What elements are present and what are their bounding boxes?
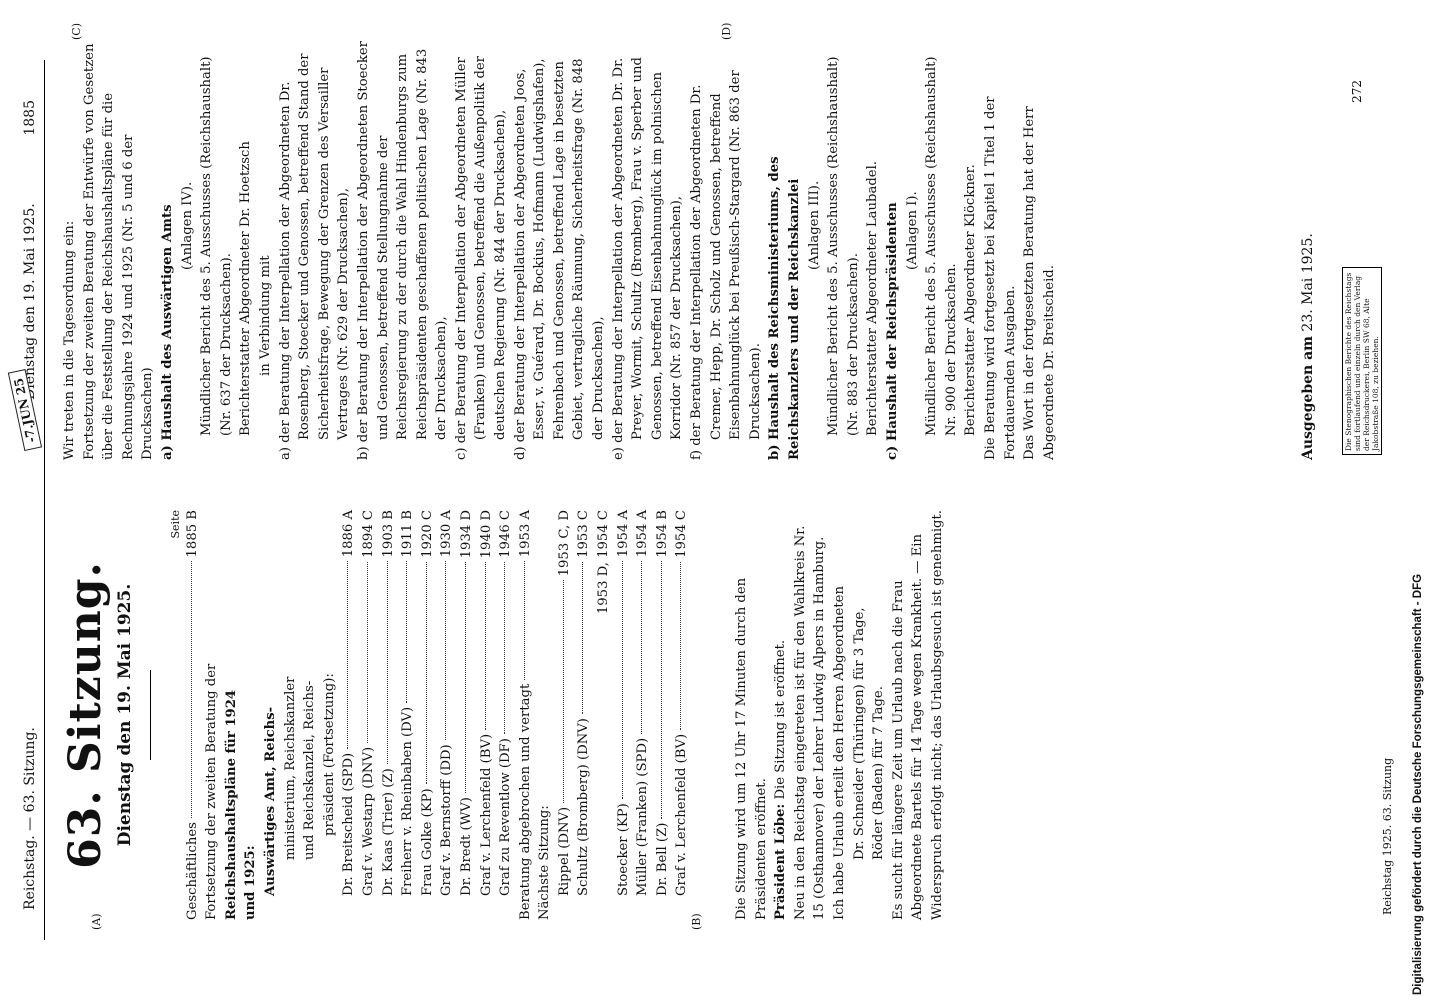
agenda-subitem-c: c) der Beratung der Interpellation der Abgeordneten Müller (Franken) und Genossen, betreffend die Außenpolitik der deutschen Regierung (Nr. 844 der Drucksachen), (453, 56, 509, 460)
toc-row: Graf v. Bernstorff (DD) 1930 A (439, 510, 455, 896)
issue-date: 23. Mai 1925. (1300, 233, 1316, 332)
toc-row: Graf v. Westarp (DNV) 1894 C (360, 510, 376, 896)
issue-date-line (1300, 233, 1316, 460)
agenda-closing: Die Beratung wird fortgesetzt bei Kapitel 1 Titel 1 der Fortdauernden Ausgaben. (982, 96, 1018, 460)
agenda-annex: (Anlagen IV). (179, 181, 195, 270)
toc-row: 1953 D, 1954 C (596, 510, 612, 615)
toc-row: Graf v. Lerchenfeld (BV) 1940 D (478, 510, 494, 896)
toc-row: Graf zu Reventlow (DF) 1946 C (498, 510, 514, 896)
leave-item: Röder (Baden) für 7 Tage. (871, 686, 887, 860)
left-column (60, 510, 948, 920)
agenda-subitem-b: b) der Beratung der Interpellation der Abgeordneten Stoecker und Genossen, betreffend Stellungnahme der Reichsregierung zu der durch die Wahl Hindenburgs zum Reichspräsidenten geschaffenen politischen Lage (Nr. 843 der Drucksachen), (355, 41, 450, 460)
agenda-subitem-f: f) der Beratung der Interpellation der Abgeordneten Dr. Cremer, Hepp, Dr. Scholz und Genossen, betreffend Eisenbahnunglück bei Preußisch-Stargard (Nr. 863 der Drucksachen). (689, 70, 763, 460)
toc-row: Beratung abgebrochen und vertagt 1953 A (517, 510, 533, 920)
header-left: Reichstag. — 63. Sitzung. (22, 727, 38, 910)
session-title: 63. Sitzung. (60, 561, 111, 869)
agenda-heading-a: a) Haushalt des Auswärtigen Amts (159, 204, 175, 460)
agenda-intro: Wir treten in die Tagesordnung ein: (62, 220, 77, 460)
agenda-text: Fortsetzung der zweiten Beratung der Entwürfe von Gesetzen über die Feststellung der Reichshaushaltspläne für die Rechnungsjahre 1924 und 1925 (Nr. 5 und 6 der Drucksachen) (81, 43, 156, 460)
received-stamp: -7.JUN 25 (8, 369, 42, 451)
leave-item: Dr. Schneider (Thüringen) für 3 Tage, (851, 607, 867, 860)
publisher-note-box: Die Stenographischen Berichte des Reichstags sind fortlaufend und einzeln durch den Verlag der Reichsdruckerei, Berlin SW 68, Alte Jakobstraße 108, zu beziehen. (1342, 267, 1382, 455)
leave-paragraph: Ich habe Urlaub erteilt den Herren Abgeordneten (832, 586, 847, 920)
toc-row: Dr. Bredt (WV) 1934 D (458, 510, 474, 896)
margin-marker-b: (B) (690, 913, 703, 930)
toc-row: Graf v. Lerchenfeld (BV) 1954 C (674, 510, 690, 896)
margin-marker-a: (A) (90, 913, 103, 930)
divider (150, 670, 151, 760)
agenda-annex: (Anlagen I). (904, 191, 920, 270)
dfg-credit: Digitalisierung gefördert durch die Deutsche Forschungsgemeinschaft - DFG (1412, 573, 1424, 995)
toc-text: präsident (Fortsetzung): (321, 673, 337, 836)
session-date: Dienstag den 19. Mai 1925. (115, 583, 135, 847)
issue-date-label: Ausgegeben am (1300, 336, 1316, 460)
agenda-heading-b: b) Haushalt des Reichsministeriums, des Reichskanzlers und der Reichskanzlei (767, 156, 802, 460)
agenda-annex: (Anlagen III). (806, 180, 822, 270)
toc-row: Freiherr v. Rheinbaben (DV) 1911 B (400, 510, 416, 896)
agenda-rapporteur: Berichterstatter Abgeordneter Klöckner. (963, 164, 979, 436)
toc-row: Dr. Kaas (Trier) (Z) 1903 B (380, 510, 396, 896)
toc-row: Geschäftliches 1885 B (184, 510, 200, 920)
header-page-number: 1885 (22, 100, 38, 136)
toc-text: Reichshaushaltspläne für 1924 (223, 689, 239, 920)
toc-row: Frau Golke (KP) 1920 C (419, 510, 435, 896)
toc-row: Schultz (Bromberg) (DNV) 1953 C (576, 510, 592, 896)
next-session-label: Nächste Sitzung: (537, 805, 553, 920)
toc-text: und Reichskanzlei, Reichs- (302, 680, 318, 860)
seite-label: Seite (168, 510, 182, 539)
agenda-closing: Das Wort in der fortgesetzten Beratung hat der Herr Abgeordnete Dr. Breitscheid. (1022, 106, 1057, 460)
agenda-report: Mündlicher Bericht des 5. Ausschusses (Reichshaushalt) Nr. 900 der Drucksachen. (924, 56, 959, 436)
right-column (60, 40, 1059, 460)
page-footer: Reichstag 1925. 63. Sitzung (1381, 757, 1394, 915)
agenda-heading-c: c) Haushalt der Reichspräsidenten (884, 202, 900, 460)
toc-text: Auswärtiges Amt, Reichs- (262, 706, 278, 896)
new-member-paragraph: Neu in den Reichstag eingetreten ist für den Wahlkreis Nr. 15 (Osthannover) der Lehrer Ludwig Alpers in Hamburg. (792, 525, 828, 920)
agenda-rapporteur: Berichterstatter Abgeordneter Dr. Hoetzsch (238, 141, 254, 436)
margin-marker-d: (D) (720, 22, 733, 40)
toc-row: Dr. Bell (Z) 1954 B (654, 510, 670, 896)
header-center: Dienstag den 19. Mai 1925. (22, 203, 38, 400)
toc-row: Rippel (DNV) 1953 C, D (556, 510, 572, 896)
toc-row: Dr. Breitscheid (SPD) 1886 A (341, 510, 357, 896)
toc-row: Stoecker (KP) 1954 A (615, 510, 631, 896)
agenda-connector: in Verbindung mit (257, 255, 273, 376)
agenda-subitem-e: e) der Beratung der Interpellation der Abgeordneten Dr. Dr. Preyer, Wormit, Schultz (Bromberg), Frau v. Sperber und Genossen, betreffend Eisenbahnunglück im polnischen Korridor (Nr. 857 der Drucksachen), (610, 57, 685, 460)
agenda-report: Mündlicher Bericht des 5. Ausschusses (Reichshaushalt) (Nr. 637 der Drucksachen). (199, 56, 234, 436)
margin-marker-c: (C) (70, 23, 83, 40)
page-header (11, 60, 45, 940)
agenda-subitem-a: a) der Beratung der Interpellation der Abgeordneten Dr. Rosenberg, Stoecker und Genossen, betreffend Stand der Sicherheitsfrage, Bewegung der Grenzen des Versailler Vertrages (Nr. 629 der Drucksachen), (277, 53, 352, 460)
sheet-number: 272 (1350, 80, 1364, 103)
toc-row: Müller (Franken) (SPD) 1954 A (635, 510, 651, 896)
agenda-subitem-d: d) der Beratung der Interpellation der Abgeordneten Joos, Esser, v. Guérard, Dr. Bockius, Hofmann (Ludwigshafen), Fehrenbach und Genossen, betreffend Lage in besetzten Gebiet, vertragliche Räumung, Sicherheitsfrage (Nr. 848 der Drucksachen), (512, 58, 607, 460)
dfg-sidebar (1412, 0, 1424, 995)
president-paragraph: Präsident Löbe: Die Sitzung ist eröffnet. (773, 639, 789, 920)
agenda-rapporteur: Berichterstatter Abgeordneter Laubadel. (865, 161, 881, 436)
toc-text: und 1925: (243, 845, 259, 920)
agenda-report: Mündlicher Bericht des 5. Ausschusses (Reichshaushalt) (Nr. 883 der Drucksachen). (826, 56, 861, 436)
speaker-list (339, 510, 515, 920)
toc-text: ministerium, Reichskanzler (282, 676, 298, 860)
opening-paragraph: Die Sitzung wird um 12 Uhr 17 Minuten durch den Präsidenten eröffnet. (734, 577, 769, 920)
leave-request-paragraph: Es sucht für längere Zeit um Urlaub nach die Frau Abgeordnete Bartels für 14 Tage wegen Krankheit. — Ein Widerspruch erfolgt nicht; das Urlaubsgesuch ist genehmigt. (890, 510, 945, 920)
toc-text: Fortsetzung der zweiten Beratung der (204, 663, 220, 920)
next-speaker-list (555, 510, 692, 920)
